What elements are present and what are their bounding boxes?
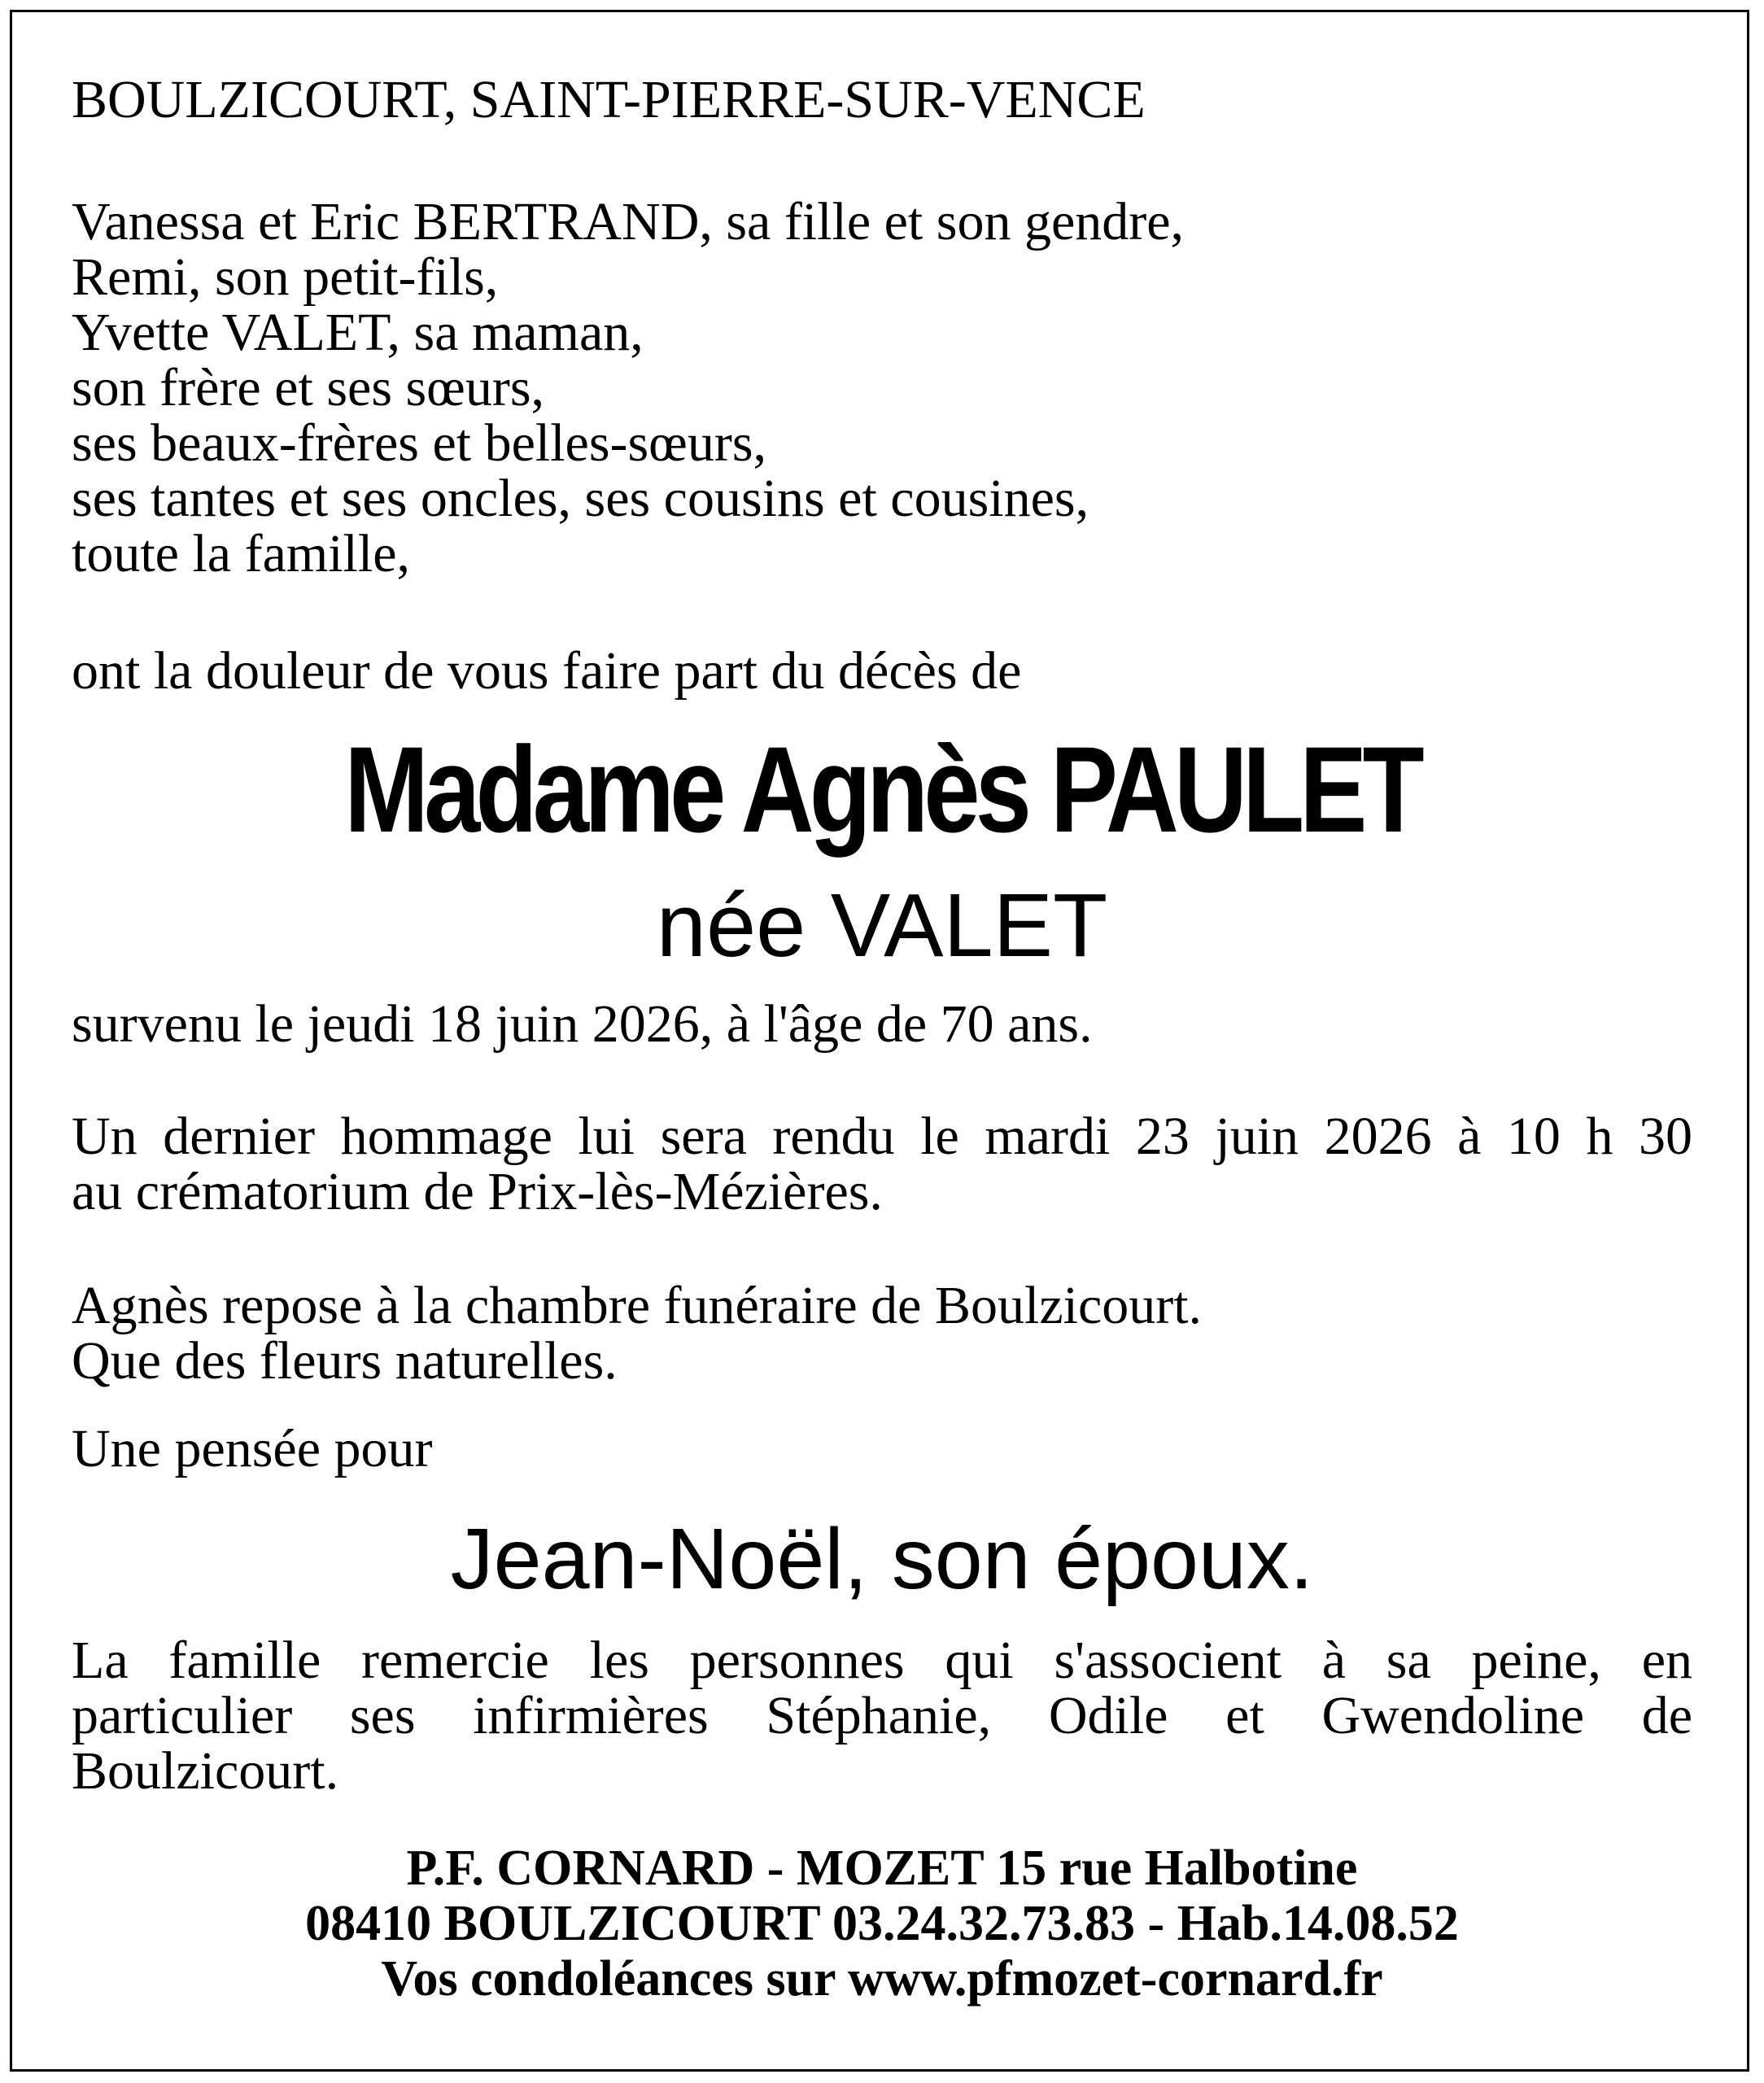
rest-line-2: Que des fleurs naturelles. <box>72 1331 618 1391</box>
spouse-name: Jean-Noël, son époux. <box>450 1511 1314 1607</box>
location-heading: BOULZICOURT, SAINT-PIERRE-SUR-VENCE <box>72 70 1146 129</box>
thanks-line-3: Boulzicourt. <box>72 1741 339 1801</box>
maiden-name: née VALET <box>656 876 1108 976</box>
rest-line-1: Agnès repose à la chambre funéraire de Boulzicourt. <box>72 1276 1203 1335</box>
announcement-text: ont la douleur de vous faire part du décès de <box>72 641 1022 701</box>
ceremony-line-1: Un dernier hommage lui sera rendu le mardi 23 juin 2026 à 10 h 30 <box>72 1107 1692 1166</box>
deceased-name: Madame Agnès PAULET <box>344 721 1420 858</box>
funeral-home-line-3: Vos condoléances sur www.pfmozet-cornard.fr <box>381 1951 1383 2007</box>
thanks-line-2: particulier ses infirmières Stéphanie, Odile et Gwendoline de <box>72 1686 1692 1745</box>
family-line-6: ses tantes et ses oncles, ses cousins et cousines, <box>72 469 1089 528</box>
family-line-2: Remi, son petit-fils, <box>72 247 499 307</box>
family-line-1: Vanessa et Eric BERTRAND, sa fille et son gendre, <box>72 192 1185 251</box>
funeral-home-line-2: 08410 BOULZICOURT 03.24.32.73.83 - Hab.14.08.52 <box>305 1896 1459 1951</box>
family-line-7: toute la famille, <box>72 524 411 583</box>
thought-intro: Une pensée pour <box>72 1419 433 1478</box>
thanks-line-1: La famille remercie les personnes qui s'associent à sa peine, en <box>72 1631 1692 1690</box>
family-line-5: ses beaux-frères et belles-sœurs, <box>72 413 767 473</box>
death-info: survenu le jeudi 18 juin 2026, à l'âge de 70 ans. <box>72 994 1093 1054</box>
family-line-3: Yvette VALET, sa maman, <box>72 303 644 362</box>
family-line-4: son frère et ses sœurs, <box>72 358 545 417</box>
funeral-home-line-1: P.F. CORNARD - MOZET 15 rue Halbotine <box>406 1841 1358 1896</box>
ceremony-line-2: au crématorium de Prix-lès-Mézières. <box>72 1162 883 1221</box>
